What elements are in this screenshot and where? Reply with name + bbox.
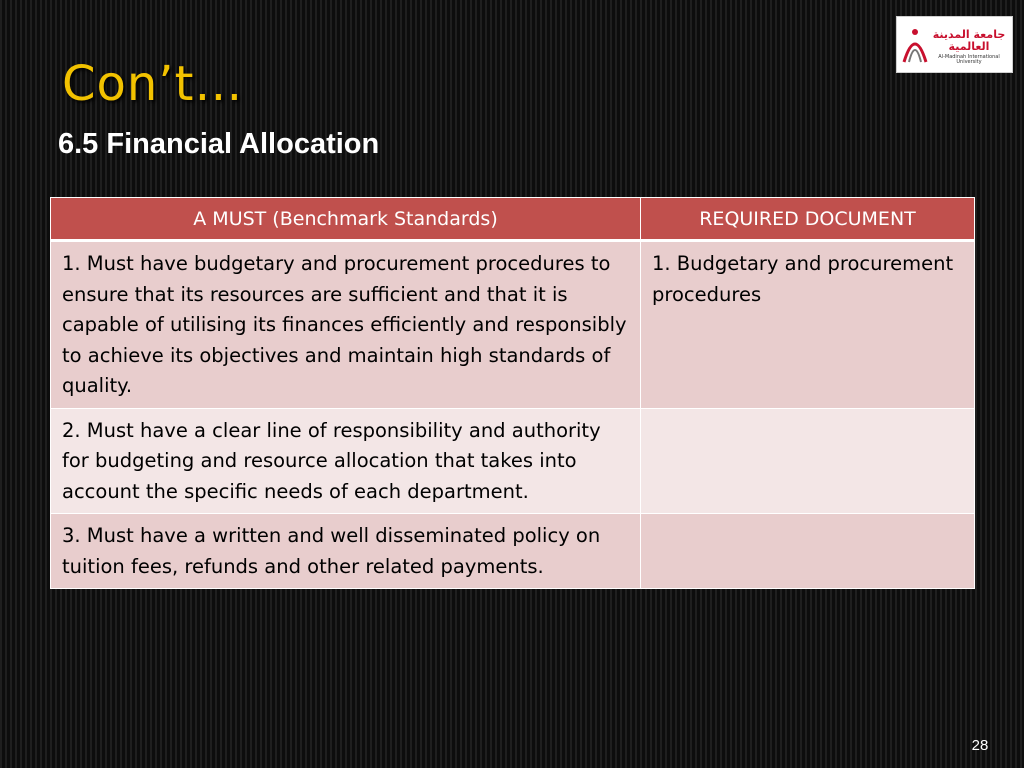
logo-arabic-name: جامعة المدينة العالمية <box>932 28 1006 53</box>
standard-cell: 2. Must have a clear line of responsibility and authority for budgeting and resource allocation that takes into account the specific needs of each department. <box>51 408 641 514</box>
page-number: 28 <box>971 737 989 754</box>
table-row <box>51 241 975 409</box>
table-row <box>51 408 975 514</box>
university-logo <box>896 16 1013 73</box>
document-cell <box>641 408 975 514</box>
logo-wordmark <box>927 29 1011 66</box>
benchmark-table <box>50 197 975 589</box>
table-header-row <box>51 198 975 241</box>
logo-emblem-icon <box>900 22 930 68</box>
table-row <box>51 514 975 589</box>
slide-title: Con’t… <box>62 56 244 112</box>
logo-english-name: Al-Madinah International University <box>938 54 1000 66</box>
document-cell: 1. Budgetary and procurement procedures <box>641 241 975 409</box>
document-cell <box>641 514 975 589</box>
standard-cell: 3. Must have a written and well disseminated policy on tuition fees, refunds and other related payments. <box>51 514 641 589</box>
standard-cell: 1. Must have budgetary and procurement procedures to ensure that its resources are sufficient and that it is capable of utilising its finances efficiently and responsibly to achieve its objectives and maintain high standards of quality. <box>51 241 641 409</box>
header-benchmark-standards: A MUST (Benchmark Standards) <box>51 198 641 241</box>
header-required-document: REQUIRED DOCUMENT <box>641 198 975 241</box>
section-heading: 6.5 Financial Allocation <box>58 128 380 160</box>
